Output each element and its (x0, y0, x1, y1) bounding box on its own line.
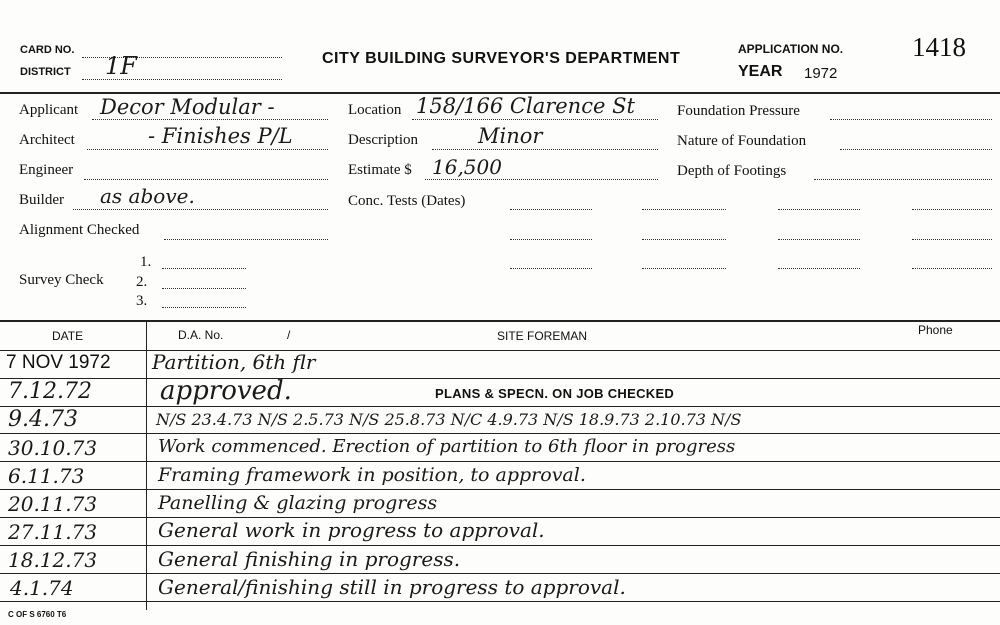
row-rule (0, 433, 1000, 434)
row-date: 9.4.73 (8, 407, 78, 432)
survey-3-line (162, 307, 246, 308)
nature-of-foundation-label: Nature of Foundation (677, 133, 807, 149)
conc-line-2a (510, 239, 592, 240)
survey-3-label: 3. (136, 293, 148, 309)
row-date: 27.11.73 (8, 520, 98, 544)
row-entry: Panelling & glazing progress (158, 492, 438, 514)
row-rule (0, 601, 1000, 602)
row-date: 30.10.73 (8, 436, 98, 460)
foundation-pressure-line (830, 119, 992, 120)
row-date: 20.11.73 (8, 492, 98, 516)
survey-2-line (162, 288, 246, 289)
row-entry: General work in progress to approval. (158, 518, 545, 542)
department-title: CITY BUILDING SURVEYOR'S DEPARTMENT (322, 50, 681, 67)
foundation-pressure-label: Foundation Pressure (677, 103, 800, 119)
site-foreman-header: SITE FOREMAN (497, 329, 588, 343)
conc-line-1b (642, 209, 726, 210)
table-top-rule (0, 320, 1000, 322)
nature-of-foundation-line (840, 149, 992, 150)
row-entry: N/S 23.4.73 N/S 2.5.73 N/S 25.8.73 N/C 4.9.73 N/S 18.9.73 2.10.73 N/S (156, 410, 742, 429)
conc-tests-label: Conc. Tests (Dates) (348, 193, 466, 209)
row-entry: General/finishing still in progress to approval. (158, 575, 626, 599)
location-value: 158/166 Clarence St (416, 94, 635, 118)
phone-header: Phone (918, 323, 953, 337)
row-entry: approved. (160, 376, 292, 406)
survey-1-label: 1. (140, 254, 152, 270)
builder-line (73, 209, 328, 210)
row-rule (0, 573, 1000, 574)
form-code: C OF S 6760 T6 (8, 610, 67, 619)
survey-check-label: Survey Check (19, 272, 104, 288)
row-rule (0, 378, 1000, 379)
location-line (412, 119, 658, 120)
description-value: Minor (478, 124, 543, 148)
conc-line-1d (912, 209, 992, 210)
estimate-label: Estimate $ (348, 162, 412, 178)
conc-line-1c (778, 209, 860, 210)
row-entry: Framing framework in position, to approval. (158, 464, 586, 486)
plans-checked-stamp: PLANS & SPECN. ON JOB CHECKED (435, 386, 675, 401)
description-line (432, 149, 658, 150)
architect-label: Architect (19, 132, 75, 148)
row-rule (0, 461, 1000, 462)
alignment-label: Alignment Checked (19, 222, 140, 238)
conc-line-2c (778, 239, 860, 240)
engineer-label: Engineer (19, 162, 74, 178)
conc-line-3d (912, 268, 992, 269)
depth-of-footings-label: Depth of Footings (677, 163, 787, 179)
row-date: 4.1.74 (10, 576, 74, 600)
architect-line (87, 149, 328, 150)
applicant-line (92, 119, 328, 120)
application-no: 1418 (912, 32, 966, 62)
date-column-divider (146, 320, 147, 610)
row-date: 18.12.73 (8, 548, 98, 572)
row-entry: Work commenced. Erection of partition to 6th floor in progress (158, 436, 736, 457)
estimate-value: 16,500 (432, 155, 502, 179)
table-header-rule (0, 350, 1000, 351)
row-rule (0, 489, 1000, 490)
row-date: 7 NOV 1972 (6, 352, 111, 373)
builder-value: as above. (100, 184, 195, 208)
district-label: DISTRICT (20, 66, 71, 78)
depth-of-footings-line (814, 179, 992, 180)
row-date: 6.11.73 (8, 464, 85, 488)
year-label: YEAR (738, 63, 783, 80)
card-no-label: CARD NO. (20, 44, 75, 56)
survey-1-line (162, 268, 246, 269)
conc-line-2d (912, 239, 992, 240)
applicant-value: Decor Modular - (100, 95, 275, 119)
survey-2-label: 2. (136, 274, 148, 290)
year-value: 1972 (804, 65, 838, 82)
applicant-label: Applicant (19, 102, 79, 118)
row-entry: General finishing in progress. (158, 547, 461, 571)
da-slash: / (287, 328, 291, 342)
conc-line-3c (778, 268, 860, 269)
da-no-header: D.A. No. (178, 328, 224, 342)
conc-line-3a (510, 268, 592, 269)
district-value: 1F (105, 52, 137, 80)
conc-line-1a (510, 209, 592, 210)
date-header: DATE (52, 329, 84, 343)
description-label: Description (348, 132, 418, 148)
estimate-line (425, 179, 658, 180)
location-label: Location (348, 102, 402, 118)
conc-line-2b (642, 239, 726, 240)
builder-label: Builder (19, 192, 64, 208)
row-entry: Partition, 6th flr (152, 350, 316, 374)
row-rule (0, 406, 1000, 407)
application-no-label: APPLICATION NO. (738, 42, 844, 56)
row-date: 7.12.72 (8, 379, 92, 404)
conc-line-3b (642, 268, 726, 269)
architect-value: - Finishes P/L (148, 124, 293, 148)
alignment-line (164, 239, 328, 240)
engineer-line (84, 179, 328, 180)
row-rule (0, 545, 1000, 546)
